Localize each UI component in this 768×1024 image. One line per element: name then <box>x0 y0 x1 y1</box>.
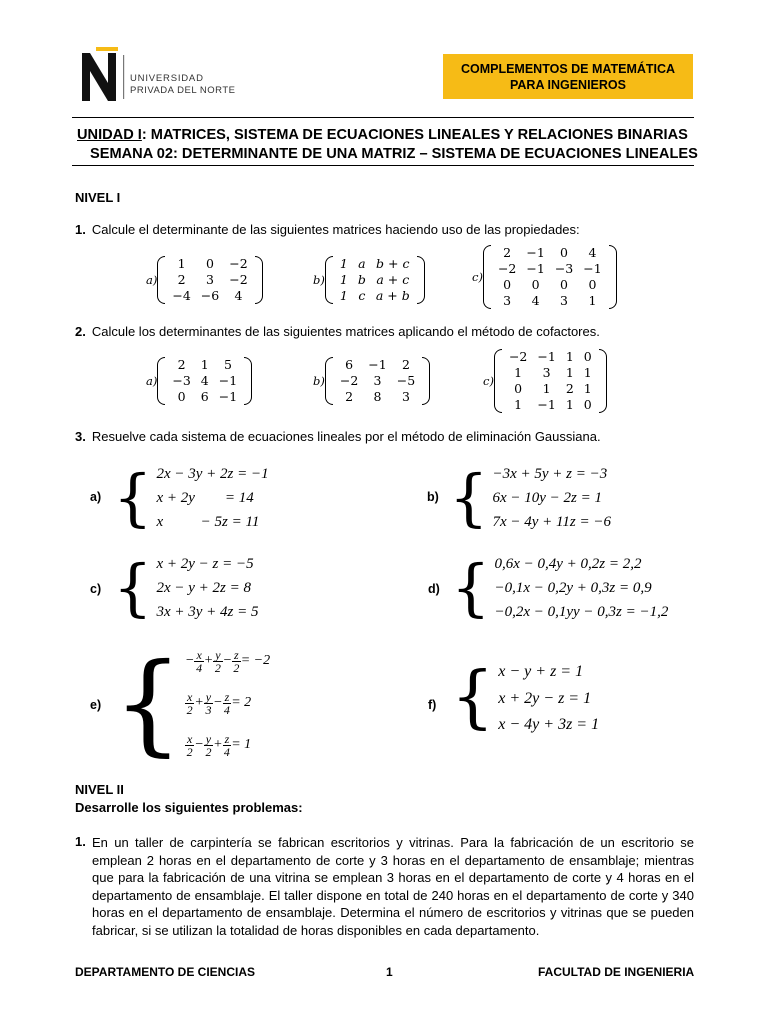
brace-icon: { <box>451 658 495 737</box>
unit-rest: : MATRICES, SISTEMA DE ECUACIONES LINEALES Y RELACIONES BINARIAS <box>141 127 688 143</box>
question-1-text: Calcule el determinante de las siguientes matrices haciendo uso de las propiedades: <box>91 222 580 237</box>
matrix-cell: b + c <box>376 256 410 271</box>
system-e-label: e) <box>90 698 102 712</box>
matrix-cell: −3 <box>172 373 191 388</box>
matrix-cell: 0 <box>514 381 523 396</box>
fraction <box>194 649 203 674</box>
nivel-2-heading: NIVEL II <box>75 782 124 797</box>
denominator: 2 <box>186 702 193 717</box>
fraction <box>223 691 232 716</box>
fraction <box>185 691 194 716</box>
matrix-cell: 1 <box>542 381 551 396</box>
matrix-cell: 0 <box>560 245 568 260</box>
equation: x − y + z = 1 <box>498 663 584 680</box>
matrix-cell: 1 <box>583 381 592 396</box>
matrix-cell: 1 <box>339 256 348 271</box>
brace-icon: { <box>451 551 491 624</box>
matrix-cell: 2 <box>565 381 574 396</box>
q1-matrix-b <box>313 256 425 304</box>
matrix-cell: −2 <box>229 256 248 271</box>
numerator: z <box>224 689 230 704</box>
equation: −0,1x − 0,2y + 0,3z = 0,9 <box>494 580 652 596</box>
question-2-number: 2. <box>75 324 86 339</box>
sign: − <box>213 695 223 710</box>
equation-row <box>185 728 270 762</box>
numerator: y <box>205 689 212 704</box>
logo-text-2: PRIVADA DEL NORTE <box>130 85 236 96</box>
rhs: = 1 <box>231 737 252 752</box>
header-divider <box>72 117 694 118</box>
matrix-cell: 0 <box>206 256 214 271</box>
matrix-cell: −2 <box>339 373 359 388</box>
matrix-cell: 1 <box>514 397 523 412</box>
question-3-text: Resuelve cada sistema de ecuaciones lineales por el método de eliminación Gaussiana. <box>91 429 601 444</box>
matrix <box>325 357 430 405</box>
fraction <box>223 733 232 758</box>
system-b <box>449 463 611 533</box>
matrix-cell: 6 <box>345 357 354 372</box>
equation: x + 2y = 14 <box>156 490 254 506</box>
question-3-number: 3. <box>75 429 86 444</box>
matrix-label: b) <box>313 273 325 287</box>
rhs: = 2 <box>231 695 252 710</box>
fraction <box>204 691 213 716</box>
equation: x + 2y − z = −5 <box>156 556 254 572</box>
matrix-cell: 0 <box>588 277 597 292</box>
q1-matrix-c <box>472 245 617 309</box>
sign: + <box>203 653 214 668</box>
matrix-cell: 2 <box>177 357 186 372</box>
system-d-label: d) <box>428 582 440 596</box>
footer-faculty: FACULTAD DE INGENIERIA <box>538 965 695 979</box>
matrix-cell: −5 <box>396 373 416 388</box>
denominator: 2 <box>233 660 240 675</box>
matrix-cell: 0 <box>531 277 540 292</box>
numerator: z <box>234 647 239 662</box>
matrix-cell: 3 <box>503 293 512 308</box>
system-c <box>113 553 258 623</box>
question-1 <box>75 222 580 237</box>
matrix-cell: −1 <box>526 245 545 260</box>
matrix-cell: 2 <box>345 389 354 404</box>
system-f-label: f) <box>428 698 437 712</box>
matrix-cell: b <box>357 272 366 287</box>
matrix <box>325 256 425 304</box>
matrix-label: a) <box>146 273 158 287</box>
equation: −0,2x − 0,1yy − 0,3z = −1,2 <box>494 604 669 620</box>
brace-icon: { <box>113 551 153 624</box>
sign: − <box>194 737 204 752</box>
question-3 <box>75 429 601 444</box>
matrix-cell: 0 <box>177 389 186 404</box>
denominator: 4 <box>196 660 203 675</box>
title-divider <box>72 165 694 166</box>
matrix-label: c) <box>483 374 494 388</box>
course-line-1: COMPLEMENTOS DE MATEMÁTICA <box>460 61 676 76</box>
matrix-cell: 1 <box>565 365 574 380</box>
nivel-2-subheading: Desarrolle los siguientes problemas: <box>75 800 303 815</box>
matrix-cell: −3 <box>554 261 574 276</box>
numerator: x <box>187 689 193 704</box>
denominator: 4 <box>223 744 230 759</box>
matrix-cell: 4 <box>200 373 209 388</box>
matrix-cell: 1 <box>177 256 186 271</box>
matrix-cell: 0 <box>560 277 568 292</box>
fraction <box>232 649 241 674</box>
matrix-cell: −1 <box>583 261 602 276</box>
matrix-cell: 3 <box>401 389 410 404</box>
q1-matrix-a <box>146 256 263 304</box>
rhs: = −2 <box>240 653 271 668</box>
footer-page-number: 1 <box>386 965 393 979</box>
equation: 3x + 3y + 4z = 5 <box>156 604 259 620</box>
matrix-cell: 4 <box>588 245 597 260</box>
matrix-cell: 2 <box>401 357 410 372</box>
equation-row <box>185 644 270 678</box>
brace-icon: { <box>449 461 489 534</box>
system-f <box>451 659 599 737</box>
matrix-cell: 0 <box>583 349 592 364</box>
equation: 7x − 4y + 11z = −6 <box>492 514 611 530</box>
system-e <box>113 639 271 767</box>
matrix-cell: 3 <box>542 365 551 380</box>
system-b-label: b) <box>427 490 439 504</box>
denominator: 2 <box>205 744 212 759</box>
system-a-label: a) <box>90 490 102 504</box>
matrix-cell: 5 <box>223 357 232 372</box>
equation: x + 2y − z = 1 <box>498 689 592 707</box>
matrix-cell: 3 <box>560 293 568 308</box>
q2-matrix-a <box>146 357 252 405</box>
matrix-cell: −4 <box>172 288 191 303</box>
matrix-cell: a + b <box>375 288 410 303</box>
course-title-box <box>443 54 693 99</box>
matrix-cell: a <box>358 256 366 271</box>
matrix-cell: −2 <box>497 261 517 276</box>
matrix-label: c) <box>472 270 483 284</box>
matrix-cell: 2 <box>177 272 186 287</box>
matrix-cell: −1 <box>537 349 556 364</box>
fraction <box>185 733 194 758</box>
problem-1-text: En un taller de carpintería se fabrican escritorios y vitrinas. Para la fabricación de un escritorio se emplean 2 horas en el departamento de corte y 3 horas en el departamento de ensamblaje; mientras que para la fabricación de una vitrina se emplean 3 horas en el departamento de corte y 4 horas en el departamento de ensamblaje. El taller dispone en total de 240 horas en el departamento de corte y 340 horas en el departamento de ensamblaje. Determina el número de escritorios y vitrinas que se pueden fabricar, si se utilizan la totalidad de horas disponibles en cada departamento. <box>92 835 694 938</box>
sign: + <box>213 737 223 752</box>
q2-matrix-c <box>483 349 607 413</box>
matrix-cell: −1 <box>218 389 238 404</box>
equation: −3x + 5y + z = −3 <box>492 466 608 482</box>
week-title: SEMANA 02: DETERMINANTE DE UNA MATRIZ – SISTEMA DE ECUACIONES LINEALES <box>90 146 698 162</box>
equation: 2x − y + 2z = 8 <box>156 580 251 596</box>
matrix-cell: 4 <box>234 288 243 303</box>
matrix-cell: 6 <box>200 389 209 404</box>
matrix <box>494 349 607 413</box>
logo-text-1: UNIVERSIDAD <box>130 73 204 84</box>
matrix-cell: 1 <box>565 397 574 412</box>
system-c-label: c) <box>90 582 102 596</box>
unit-label: UNIDAD I <box>77 127 142 143</box>
unit-title <box>77 127 688 143</box>
matrix-cell: 0 <box>503 277 512 292</box>
matrix-cell: 0 <box>583 397 592 412</box>
denominator: 2 <box>214 660 221 675</box>
course-line-2: PARA INGENIEROS <box>510 77 626 92</box>
numerator: y <box>215 647 221 662</box>
matrix <box>157 256 262 304</box>
matrix-cell: −6 <box>200 288 220 303</box>
matrix-cell: 1 <box>200 357 209 372</box>
matrix-label: a) <box>146 374 158 388</box>
q2-matrix-b <box>313 357 430 405</box>
matrix-cell: 3 <box>206 272 214 287</box>
denominator: 2 <box>186 744 193 759</box>
matrix-cell: 4 <box>531 293 540 308</box>
question-2-text: Calcule los determinantes de las siguientes matrices aplicando el método de cofactores. <box>91 324 600 339</box>
nivel-1-heading: NIVEL I <box>75 190 121 205</box>
equation: 2x − 3y + 2z = −1 <box>156 466 269 482</box>
equation: x − 4y + 3z = 1 <box>498 716 600 733</box>
matrix-cell: 1 <box>514 365 523 380</box>
matrix-cell: −2 <box>229 272 248 287</box>
matrix-cell: c <box>358 288 366 303</box>
numerator: x <box>196 647 202 662</box>
equation: 6x − 10y − 2z = 1 <box>492 490 602 506</box>
matrix-cell: 1 <box>339 288 348 303</box>
question-1-number: 1. <box>75 222 86 237</box>
brace-icon: { <box>113 639 183 767</box>
matrix-cell: −1 <box>218 373 238 388</box>
numerator: x <box>187 731 193 746</box>
equation: 0,6x − 0,4y + 0,2z = 2,2 <box>494 556 642 572</box>
matrix-cell: −1 <box>526 261 545 276</box>
system-a <box>113 463 269 533</box>
denominator: 3 <box>205 702 212 717</box>
denominator: 4 <box>223 702 230 717</box>
fraction <box>204 733 213 758</box>
matrix-cell: 1 <box>339 272 348 287</box>
matrix-cell: −2 <box>508 349 528 364</box>
fraction <box>213 649 222 674</box>
matrix-cell: −1 <box>368 357 387 372</box>
sign: − <box>185 653 195 668</box>
matrix <box>483 245 617 309</box>
brace-icon: { <box>113 461 153 534</box>
matrix <box>157 357 252 405</box>
matrix-cell: 1 <box>588 293 597 308</box>
matrix-cell: 8 <box>373 389 382 404</box>
matrix-cell: 1 <box>583 365 592 380</box>
equation-row <box>185 686 270 720</box>
numerator: y <box>205 731 212 746</box>
footer-department: DEPARTAMENTO DE CIENCIAS <box>75 965 256 979</box>
university-logo <box>76 43 236 105</box>
matrix-label: b) <box>313 374 325 388</box>
numerator: z <box>224 731 230 746</box>
sign: − <box>222 653 233 668</box>
sign: + <box>194 695 204 710</box>
question-2 <box>75 324 600 339</box>
matrix-cell: 3 <box>373 373 382 388</box>
system-d <box>451 553 668 623</box>
matrix-cell: 2 <box>503 245 512 260</box>
matrix-cell: a + c <box>376 272 410 287</box>
matrix-cell: −1 <box>537 397 556 412</box>
equation: x − 5z = 11 <box>156 514 260 530</box>
matrix-cell: 1 <box>565 349 574 364</box>
problem-1-number: 1. <box>75 834 86 849</box>
